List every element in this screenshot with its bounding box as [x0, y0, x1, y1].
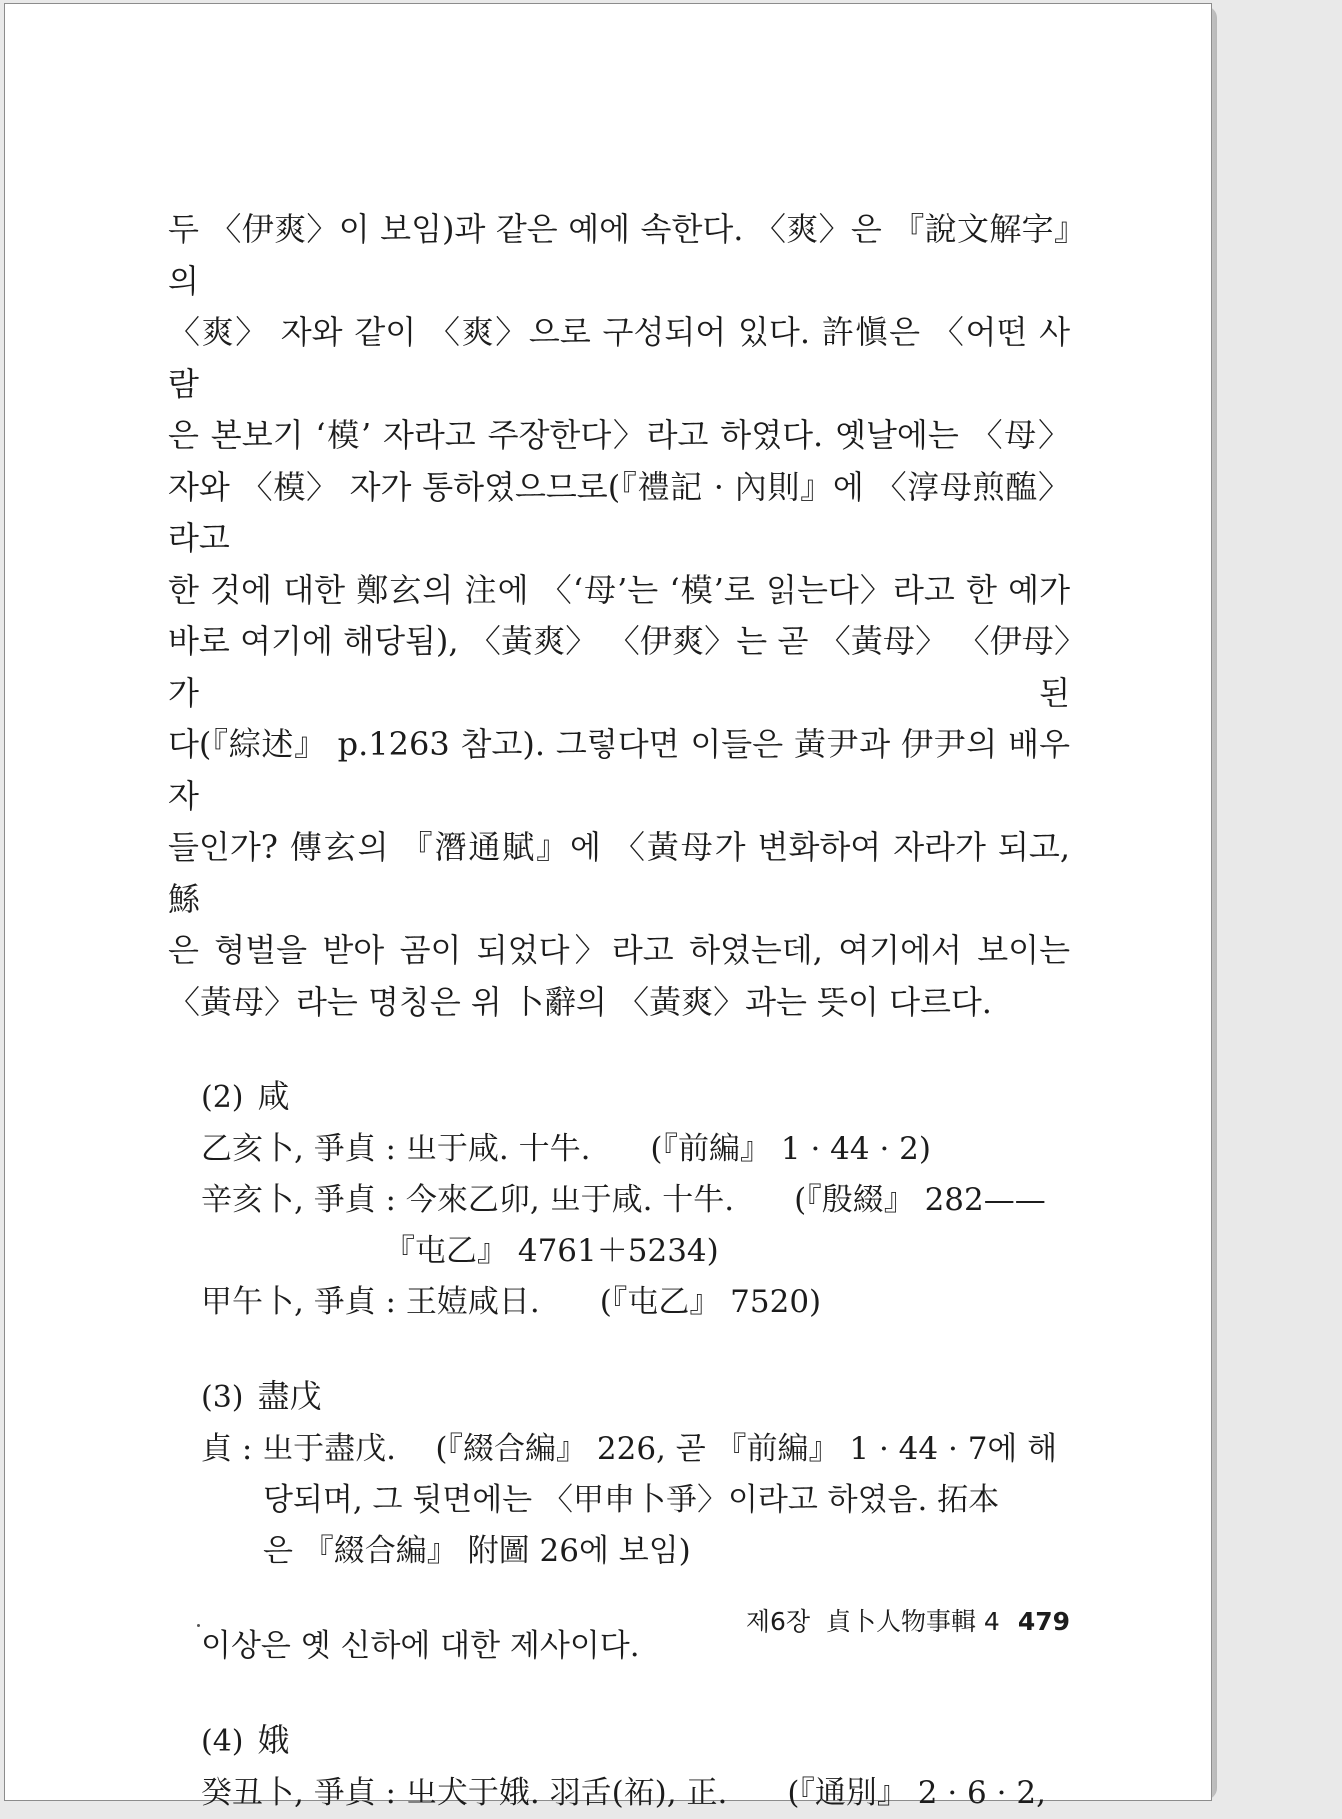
section-2: [201, 1070, 1070, 1124]
paragraph-line: 은 형벌을 받아 곰이 되었다〉라고 하였는데, 여기에서 보이는: [168, 931, 1070, 969]
inscription-entry: [201, 1124, 1070, 1175]
inscription-source: (『前編』 1 · 44 · 2): [650, 1131, 931, 1167]
section-title: 咸: [257, 1077, 290, 1115]
paragraph-line: 〈爽〉 자와 같이 〈爽〉으로 구성되어 있다. 許愼은 〈어떤 사람: [168, 313, 1070, 403]
paragraph-line: 한 것에 대한 鄭玄의 注에 〈‘母’는 ‘模’로 읽는다〉라고 한 예가: [168, 570, 1070, 609]
section-title: 娥: [257, 1721, 290, 1759]
inscription-source: 『屯乙』 4761＋5234): [384, 1233, 719, 1269]
book-page: [4, 3, 1212, 1811]
inscription-line: 당되며, 그 뒷면에는 〈甲申卜爭〉이라고 하였음. 拓本: [263, 1482, 1000, 1518]
section-heading: [201, 1070, 1070, 1124]
section-number: (2): [201, 1080, 244, 1115]
print-speck: [197, 1624, 200, 1627]
inscription-entry: [201, 1768, 1070, 1819]
inscription-entry: [201, 1424, 1070, 1577]
section-number: (4): [201, 1724, 244, 1759]
section-4: [201, 1714, 1070, 1768]
inscription-line: 은 『綴合編』 附圖 26에 보임): [263, 1533, 691, 1569]
paragraph-line: 은 본보기 ‘模’ 자라고 주장한다〉라고 하였다. 옛날에는 〈母〉: [168, 416, 1070, 454]
section-heading: [201, 1370, 1070, 1424]
inscription-source: (『殷綴』 282——: [794, 1182, 1046, 1218]
section-title: 盡戊: [257, 1377, 322, 1415]
inscription-text: 癸丑卜, 爭貞 : 㞢犬于娥. 羽舌(祏), 正.: [201, 1775, 728, 1811]
paragraph-line: 들인가? 傳玄의 『潛通賦』에 〈黃母가 변화하여 자라가 되고, 鯀: [168, 828, 1070, 918]
page-content: [168, 204, 1070, 1819]
section-heading: [201, 1714, 1070, 1768]
body-paragraph: [168, 204, 1070, 1028]
paragraph-line: 다(『綜述』 p.1263 참고). 그렇다면 이들은 黃尹과 伊尹의 배우자: [168, 725, 1070, 815]
inscription-text: 乙亥卜, 爭貞 : 㞢于咸. 十牛.: [201, 1131, 591, 1167]
paragraph-line: 자와 〈模〉 자가 통하였으므로(『禮記 · 內則』에 〈淳母煎醢〉라고: [168, 467, 1070, 557]
inscription-line: 貞 : 㞢于盡戊. (『綴合編』 226, 곧 『前編』 1 · 44 · 7에 해: [201, 1431, 1058, 1467]
inscription-source: (『通別』 2 · 6 · 2,: [787, 1775, 1046, 1811]
inscription-entry: [201, 1277, 1070, 1328]
page-footer: [715, 1602, 1070, 1638]
inscription-source-continuation: [168, 1226, 1070, 1277]
paragraph-line: 바로 여기에 해당됨), 〈黃爽〉 〈伊爽〉는 곧 〈黃母〉 〈伊母〉가 된: [168, 622, 1070, 712]
running-footer-chapter: 제6장 貞卜人物事輯 4: [745, 1607, 1000, 1636]
inscription-text: 辛亥卜, 爭貞 : 今來乙卯, 㞢于咸. 十牛.: [201, 1182, 735, 1218]
inscription-entry: [201, 1175, 1070, 1226]
paragraph-line: 두 〈伊爽〉이 보임)과 같은 예에 속한다. 〈爽〉은 『說文解字』의: [168, 210, 1070, 300]
inscription-text: 甲午卜, 爭貞 : 王㛸咸日.: [201, 1284, 540, 1320]
summary-sentence: 이상은 옛 신하에 대한 제사이다.: [201, 1628, 640, 1664]
page-number: 479: [1017, 1607, 1070, 1636]
section-3: [201, 1370, 1070, 1424]
paragraph-line: 〈黃母〉라는 명칭은 위 卜辭의 〈黃爽〉과는 뜻이 다르다.: [168, 982, 992, 1021]
inscription-source: (『屯乙』 7520): [599, 1284, 822, 1320]
section-number: (3): [201, 1380, 244, 1415]
